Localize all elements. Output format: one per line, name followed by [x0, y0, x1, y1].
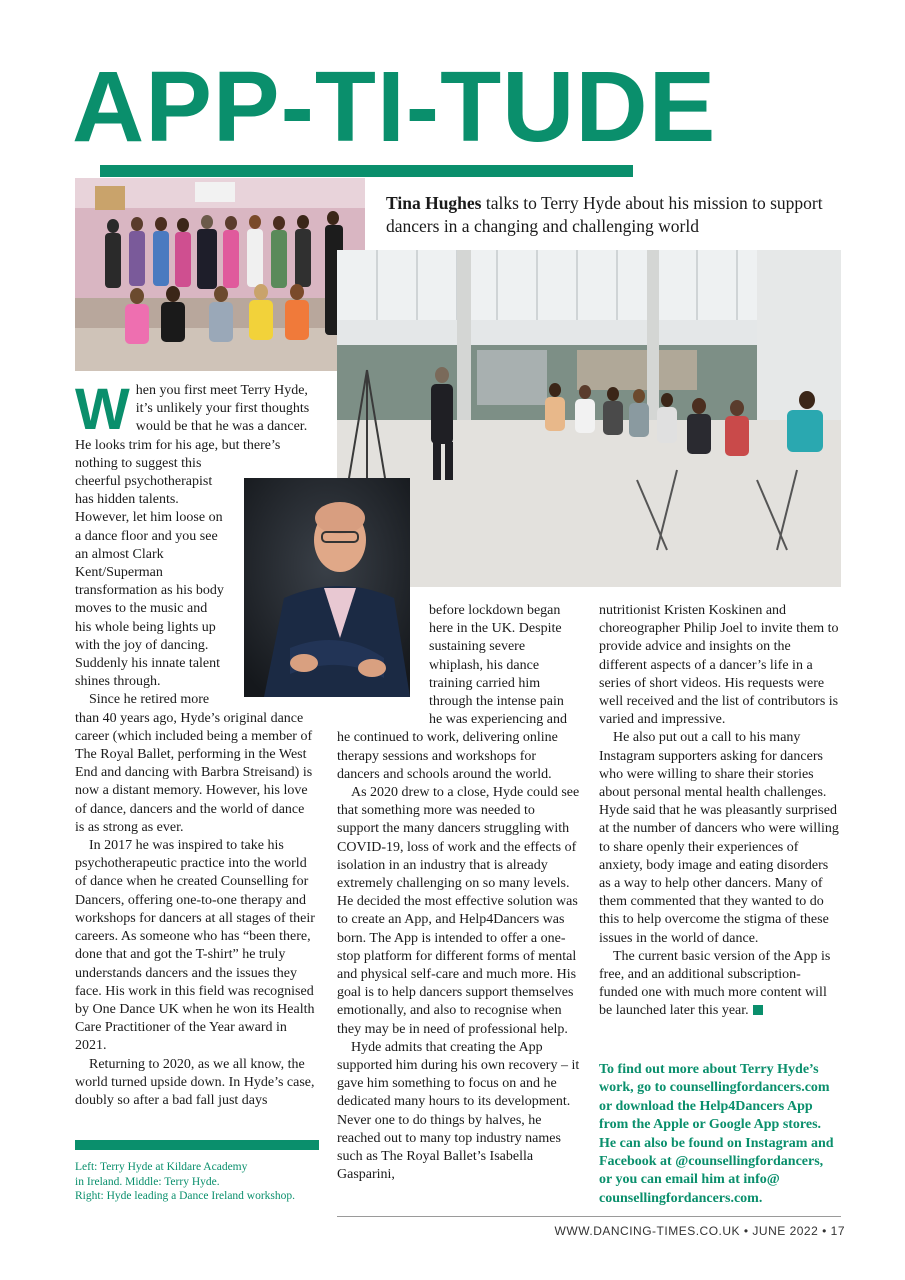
call-to-action [599, 1061, 844, 1208]
group-photo [75, 178, 365, 371]
photo-caption [75, 1160, 320, 1204]
caption-line: Left: Terry Hyde at Kildare Academy [75, 1161, 248, 1173]
cta-line: or you can email him at info@ [599, 1172, 780, 1188]
cta-line: To find out more about Terry Hyde’s [599, 1062, 819, 1077]
page-footer: WWW.DANCING-TIMES.CO.UK • JUNE 2022 • 17 [554, 1224, 845, 1238]
headline-rule [100, 165, 633, 177]
article-paragraph-4: Returning to 2020, as we all know, the world turned upside down. In Hyde’s case, doubly so after a bad fall just days [75, 1056, 315, 1108]
article-paragraph-1-cont: nothing to suggest this cheerful psychotherapist has hidden talents. However, let him loose on a dance floor and you see an almost Clark Kent/Superman transformation as his body moves to the music and his whole being lights up with the joy of dancing. Suddenly his innate talent shines through. [75, 455, 224, 690]
group-photo-image [75, 178, 365, 371]
caption-rule [75, 1140, 319, 1150]
article-paragraph-3: In 2017 he was inspired to take his psychotherapeutic practice into the world of dance when he created Counselling for Dancers, offering one-to-one therapy and workshops for dancers at all stages of their careers. As someone who has “been there, done that and got the T-shirt” he truly understands dancers and the issues they face. His work in this field was recognised by One Dance UK when he won its Health Care Practitioner of the Year award in 2021. [75, 838, 315, 1054]
standfirst-text: talks to Terry Hyde about his mission to support dancers in a changing and challenging world [386, 193, 823, 236]
article-paragraph-2-start: Since he retired more [89, 692, 210, 708]
article-col2-paragraph-1: before lockdown began here in the UK. Despite sustaining severe whiplash, his dance training carried him through the intense pain he was experiencing and [429, 603, 567, 728]
workshop-photo [337, 250, 841, 587]
footer-rule [337, 1216, 841, 1217]
article-column-2 [337, 602, 580, 1185]
article-paragraph-2: than 40 years ago, Hyde’s original dance career (which included being a member of The Royal Ballet, performing in the West End and dancing with Barbra Streisand) is now a distant memory. However, his love of dance, dancers and the world of dance is as strong as ever. [75, 710, 313, 835]
cta-line: or download the Help4Dancers App [599, 1098, 813, 1114]
article-column-1 [75, 377, 317, 1110]
article-col2-paragraph-3: Hyde admits that creating the App supported him during his own recovery – it gave him something to focus on and he dedicated many hours to its development. Never one to do things by halves, he reached out to many top industry names such as The Royal Ballet’s Isabella Gasparini, [337, 1039, 580, 1183]
cta-line: Facebook at @counsellingfordancers, [599, 1154, 824, 1170]
standfirst-author: Tina Hughes [386, 193, 482, 213]
article-col2-paragraph-2: As 2020 drew to a close, Hyde could see that something more was needed to support the many dancers struggling with COVID-19, loss of work and the effects of isolation in an industry that is already extremely challenging on so many levels. He decided the most effective solution was to create an App, and Help4Dancers was born. The App is intended to offer a one-stop platform for different forms of mental and physical self-care and much more. His goal is to help dancers support themselves emotionally, and also to recognise when they may be in need of professional help. [337, 785, 580, 1037]
article-col2-paragraph-1-cont: he continued to work, delivering online therapy sessions and workshops for dancers and schools around the world. [337, 730, 558, 782]
column-1-intro [75, 377, 313, 455]
article-col3-paragraph-3-text: The current basic version of the App is free, and an additional subscription-funded one with much more content will be launched later this year. [599, 948, 831, 1019]
headline: APP-TI-TUDE [72, 51, 717, 163]
cta-line: He can also be found on Instagram and [599, 1135, 834, 1151]
caption-line: in Ireland. Middle: Terry Hyde. [75, 1175, 220, 1188]
end-mark-icon [753, 1005, 763, 1015]
cta-line: counsellingfordancers.com. [599, 1190, 763, 1206]
article-col3-paragraph-1: nutritionist Kristen Koskinen and choreographer Philip Joel to invite them to provide advice and insights on the different aspects of a dancer’s life in a series of short videos. His requests were well received and the list of contributors is varied and impressive. [599, 603, 839, 728]
cta-line: work, go to counsellingfordancers.com [599, 1080, 830, 1096]
cta-line: from the Apple or Google App stores. [599, 1117, 822, 1133]
article-col3-paragraph-2: He also put out a call to his many Instagram supporters asking for dancers who were willing to share their stories about personal mental health challenges. Hyde said that he was pleasantly surprised at the number of dancers who were willing to share openly their experiences of anxiety, body image and eating disorders as a way to help other dancers. Many of them commented that they wanted to do this to help overcome the stigma of these issues in the world of dance. [599, 730, 839, 946]
workshop-photo-image [337, 250, 841, 587]
article-column-3 [599, 602, 839, 1021]
article-col3-paragraph-3 [599, 948, 839, 1021]
article-intro-text: hen you first meet Terry Hyde, it’s unlikely your first thoughts would be that he was a dancer. He looks trim for his age, but there’s [75, 383, 310, 453]
drop-cap: W [75, 377, 130, 442]
caption-line: Right: Hyde leading a Dance Ireland workshop. [75, 1190, 296, 1202]
standfirst [386, 192, 826, 238]
